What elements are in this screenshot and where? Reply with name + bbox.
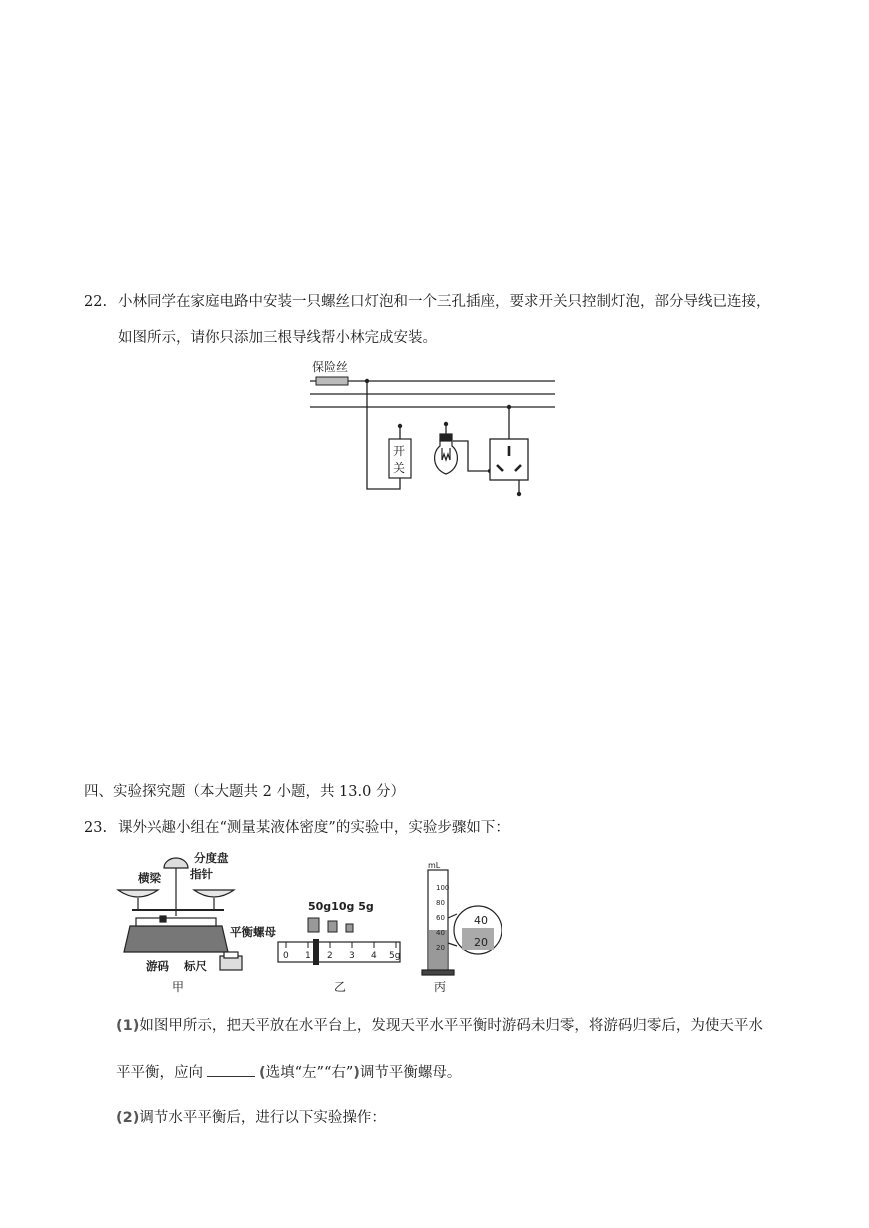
zoom-mark-40: 40 bbox=[474, 914, 488, 927]
label-pointer: 指针 bbox=[190, 867, 213, 881]
q22-line-2: 如图所示，请你只添加三根导线帮小林完成安装。 bbox=[118, 330, 437, 346]
sub2-text: 调节水平平衡后，进行以下实验操作： bbox=[139, 1110, 386, 1126]
tick-3: 3 bbox=[349, 951, 355, 961]
label-beam: 横梁 bbox=[138, 871, 161, 885]
paren-open: ( bbox=[259, 1065, 266, 1081]
tick-4: 4 bbox=[371, 951, 377, 961]
label-dial: 分度盘 bbox=[194, 851, 229, 865]
caption-yi: 乙 bbox=[334, 980, 347, 994]
rider-marker bbox=[313, 939, 319, 965]
q23-intro-line bbox=[84, 818, 510, 838]
label-rider: 游码 bbox=[146, 959, 169, 973]
answer-blank[interactable] bbox=[207, 1062, 255, 1077]
weights-label: 50g10g 5g bbox=[308, 900, 374, 913]
fuse-label: 保险丝 bbox=[312, 360, 349, 374]
bulb-icon bbox=[435, 434, 458, 474]
sub1-text-2a: 平平衡，应向 bbox=[116, 1065, 203, 1081]
label-scale: 标尺 bbox=[184, 959, 207, 973]
tick-1: 1 bbox=[305, 951, 311, 961]
caption-jia: 甲 bbox=[172, 980, 185, 994]
question-number: 23. bbox=[84, 820, 108, 836]
sub1-text-2c: 调节平衡螺母。 bbox=[359, 1065, 462, 1081]
scale-bar bbox=[278, 942, 400, 962]
switch-label-bottom: 关 bbox=[393, 461, 406, 475]
q23-intro-text: 课外兴趣小组在“测量某液体密度”的实验中，实验步骤如下： bbox=[118, 820, 510, 836]
q22-line-1 bbox=[84, 292, 771, 312]
sub1-text-1: 如图甲所示，把天平放在水平台上，发现天平水平平衡时游码未归零，将游码归零后，为使天平水 bbox=[139, 1018, 763, 1034]
caption-bing: 丙 bbox=[434, 980, 447, 994]
fuse bbox=[316, 377, 348, 385]
sub1-mark: (1) bbox=[116, 1018, 140, 1034]
question-number: 22. bbox=[84, 294, 108, 310]
mark-100: 100 bbox=[436, 884, 450, 892]
tick-2: 2 bbox=[327, 951, 333, 961]
balance-figure bbox=[112, 848, 502, 998]
mark-80: 80 bbox=[436, 899, 445, 907]
sub1-line-2 bbox=[116, 1062, 461, 1083]
q22-text-1: 小林同学在家庭电路中安装一只螺丝口灯泡和一个三孔插座，要求开关只控制灯泡，部分导线已连接， bbox=[118, 294, 771, 310]
cylinder-unit: mL bbox=[428, 861, 441, 870]
mark-40: 40 bbox=[436, 929, 445, 937]
three-hole-socket-icon bbox=[490, 439, 528, 480]
sub1-text-2b: 选填“左”“右” bbox=[265, 1065, 354, 1081]
paren-close: ) bbox=[353, 1065, 360, 1081]
weights-icon bbox=[308, 918, 353, 932]
balance-icon bbox=[118, 858, 242, 970]
label-nut: 平衡螺母 bbox=[230, 925, 276, 939]
section-heading: 四、实验探究题（本大题共 2 小题，共 13.0 分） bbox=[84, 784, 405, 800]
tick-5g: 5g bbox=[389, 951, 401, 961]
circuit-diagram bbox=[300, 356, 570, 506]
switch-label-top: 开 bbox=[393, 444, 406, 458]
mark-60: 60 bbox=[436, 914, 445, 922]
sub2-line bbox=[116, 1108, 386, 1128]
tick-0: 0 bbox=[283, 951, 289, 961]
sub1-line-1 bbox=[116, 1016, 763, 1036]
mark-20: 20 bbox=[436, 944, 445, 952]
sub2-mark: (2) bbox=[116, 1110, 140, 1126]
zoom-mark-20: 20 bbox=[474, 936, 488, 949]
graduated-cylinder-icon bbox=[422, 870, 502, 975]
